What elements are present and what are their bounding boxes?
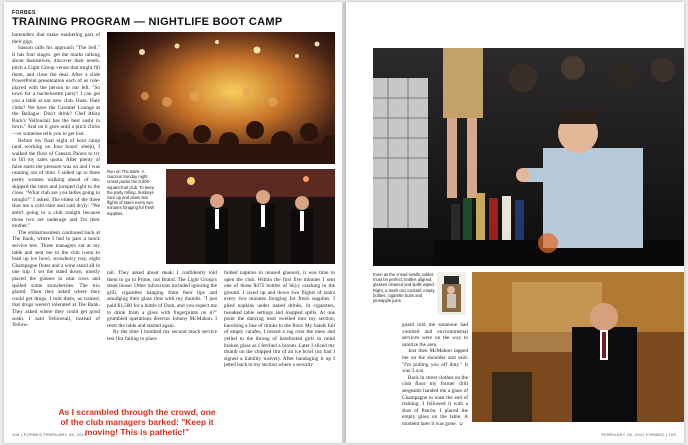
section-title: TRAINING PROGRAM — NIGHTLIFE BOOT CAMP [12,16,283,28]
paragraph: Sasson calls his approach "The Sell." It has four stages: get the marks talking about themselves, discover their needs, pitch a Light Group venue that might fill them, and close the deal. After a slide PowerPoint presentation each of us role-played with the person to our left. "So town for a bachelorette party? I can get you a table at our new club, Haze. Hate clubs? We have the Caramel Lounge at the Bellagio. Don't drink? Chef Akira Back's Yellowtail has the best sushi in town." And on it goes until a pitch clicks—or someone tells you to get lost. [12,45,100,137]
page-folio: FEBRUARY 28, 2011 FORBES | 109 [601,432,676,437]
article-column-3 [224,270,335,420]
staff-image [166,169,335,264]
brand-label: FORBES [12,10,36,16]
club-crowd-photo [107,32,335,164]
club-crowd-image [107,32,335,164]
staff-photo [166,169,335,264]
paragraph: By the time I bombed my second mock service test (for failing to place [107,329,217,342]
paragraph: guard told me someone had vomited and environmental services were on the way to sanitize the area. [402,322,468,348]
paragraph: Back in street clothes on the club floor my former drill sergeants handed me a glass of Champagne to toast the end of training. I followed it with a shot of Patrón. I placed the empty glass on the table. A moment later it was gone. ☺ [402,374,468,427]
paragraph: bartenders that make marketing part of their gigs. [12,32,100,45]
bartender-photo [373,48,684,266]
article-column-1 [12,32,100,402]
trash-can-cocktail-photo [437,272,466,315]
left-page [4,2,342,443]
article-column-4 [402,322,468,434]
manager-photo [472,272,684,422]
article-column-2 [107,270,217,400]
paragraph: Just then McMahon tapped me on the shoulder and said: "I'm pulling you off duty." It was 3 a.m. [402,348,468,375]
photo-caption: Run on The Bank: A raucous Sunday night crowd packs the 8,000-square-foot club. To keep the party rolling, busboys race up and down two flights of stairs every two minutes foraging for fresh supplies. [107,169,155,216]
paragraph: folded napkins in unused glasses), it was time to open the club. Within the first five minutes I sent one of those $475 bottles of Skyy crashing to the ground. I raced up and down two flights of stairs every two minutes foraging for fresh supplies. I piled napkins under naked drinks, lit cigarettes, tweaked table settings and mopped spills. At one point the dancing mob swelled into my section, knocking a line of drinks to the floor. My hands full of empty carafes, I tossed a rag over the mess and yelled to the throng of barefooted girls to mind broken glass as I fetched a broom. Later I sliced my thumb on the chipped rim of an ice bowl (no bad I signed a liability waiver). After bandaging it up I jetted back to my section where a security [224,270,335,369]
manager-image [472,272,684,422]
bartender-image [373,48,684,266]
paragraph: Before my final night of boot camp (and working on four hours' sleep), I walked the floor of Caesars Palace to try to fill my sales quota. After plenty of false starts the pressure was on and I was running out of time. I sidled up to three pretty women walking ahead of me, skipped the intro and jumped right to the close. "What club are you ladies going to tonight?" I asked. The eldest of the three shot me a cold stare and said dryly: "We aren't going to a club tonight because those two are underage and I'm their mother." [12,137,100,230]
paragraph: tail. They asked about steak; I confidently told them to go to Prime, not Brand. The Light Group's steak house. Other infractions included ignoring the grill, cigarettes hanging from their lips and smudging their glass rims with my thumbs. "I just paid $1,500 for a bottle of Dom, and you expect me to drink from a glass with fingerprints on it?" grumbled operations director Johnny McMahon. I reset the table and started again. [107,270,217,329]
right-page [346,2,684,443]
photo-caption: Even as the crowd swells, tables must be perfect: bottles aligned, glasses cleaned and spills wiped. Right, a trash can cocktail: empty bottles, cigarette butts and pineapple juice. [373,272,435,304]
pull-quote: As I scrambled through the crowd, one of the club managers barked: "Keep it moving! This is pathetic!" [58,407,216,437]
paragraph: The embarrassment continued back at The Bank, where I had to pass a mock service test. Three managers sat at my table and sent me to the club room to load up ice bowl, strawberry tray, eight Champagne flutes and a wine stand all in one trip. I set the stand down, mostly placed the glasses in neat rows and spilled some strawberries. The trio glared. Then they asked where they could get drugs. I told them, as trained, that drugs weren't tolerated at The Bank. They asked where they could get good sushi. I said Yellowtail, instead of Yellow- [12,229,100,329]
trash-can-image [437,272,466,315]
page-folio: 108 | FORBES FEBRUARY 28, 2011 [12,432,87,437]
